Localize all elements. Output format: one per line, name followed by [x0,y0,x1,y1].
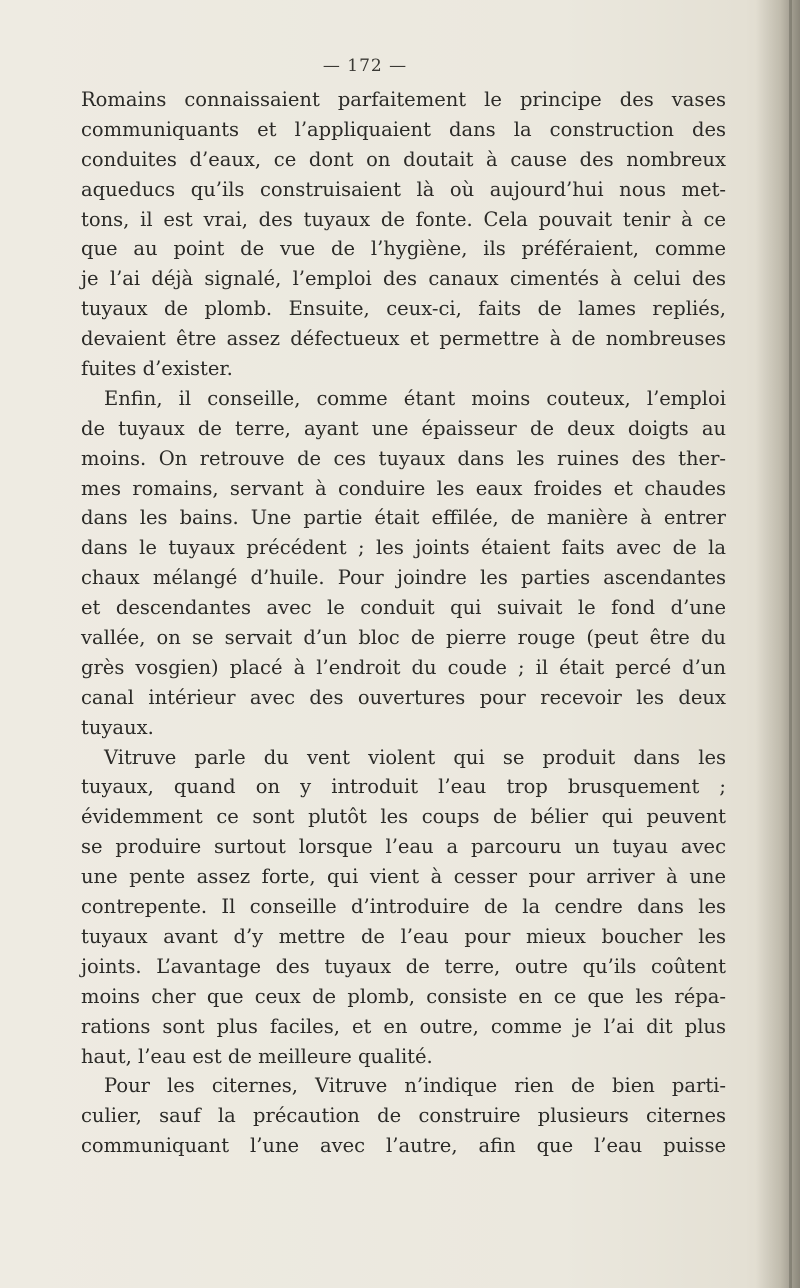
text-line: tons, il est vrai, des tuyaux de fonte. Cela pouvait tenir à ce [81,207,726,231]
text-line: tuyaux avant d’y mettre de l’eau pour mieux boucher les [81,924,726,948]
text-line: culier, sauf la précaution de construire plusieurs citernes [81,1104,726,1128]
text-line: chaux mélangé d’huile. Pour joindre les parties ascendantes [81,566,726,590]
page-edge-shadow [756,0,800,1288]
text-line: devaient être assez défectueux et permettre à de nombreuses [81,327,726,351]
text-line: et descendantes avec le conduit qui suivait le fond d’une [81,596,726,620]
text-line: communiquant l’une avec l’autre, afin que l’eau puisse [81,1134,726,1158]
text-line: canal intérieur avec des ouvertures pour recevoir les deux [81,685,726,709]
text-line: rations sont plus faciles, et en outre, comme je l’ai dit plus [81,1014,726,1038]
text-line: mes romains, servant à conduire les eaux froides et chaudes [81,476,726,500]
text-line: vallée, on se servait d’un bloc de pierre rouge (peut être du [81,626,726,650]
text-line: grès vosgien) placé à l’endroit du coude ; il était percé d’un [81,655,726,679]
text-line: je l’ai déjà signalé, l’emploi des canaux cimentés à celui des [81,267,726,291]
text-line: Romains connaissaient parfaitement le principe des vases [81,88,726,111]
text-line: tuyaux de plomb. Ensuite, ceux-ci, faits de lames repliés, [81,297,726,321]
text-line: Vitruve parle du vent violent qui se produit dans les [104,745,726,769]
page-number: — 172 — [322,56,408,76]
text-line: moins. On retrouve de ces tuyaux dans les ruines des ther- [81,446,726,470]
text-line: conduites d’eaux, ce dont on doutait à cause des nombreux [81,147,726,171]
text-line: que au point de vue de l’hygiène, ils préféraient, comme [81,237,726,261]
text-line: évidemment ce sont plutôt les coups de bélier qui peuvent [81,805,726,829]
text-line: de tuyaux de terre, ayant une épaisseur de deux doigts au [81,416,726,440]
text-line: fuites d’exister. [81,357,233,381]
text-line: aqueducs qu’ils construisaient là où aujourd’hui nous met- [81,177,726,201]
text-line: communiquants et l’appliquaient dans la construction des [81,117,726,141]
text-line: dans les bains. Une partie était effilée, de manière à entrer [81,506,726,530]
text-line: Enfin, il conseille, comme étant moins couteux, l’emploi [104,386,726,410]
text-line: une pente assez forte, qui vient à cesser pour arriver à une [81,865,726,889]
text-line: dans le tuyaux précédent ; les joints étaient faits avec de la [81,536,726,560]
text-line: tuyaux. [81,715,154,739]
text-line: contrepente. Il conseille d’introduire de la cendre dans les [81,895,726,919]
text-line: moins cher que ceux de plomb, consiste en ce que les répa- [81,984,726,1008]
text-line: se produire surtout lorsque l’eau a parcouru un tuyau avec [81,835,726,859]
text-line: haut, l’eau est de meilleure qualité. [81,1044,433,1068]
body-text [81,85,726,1161]
text-line: tuyaux, quand on y introduit l’eau trop brusquement ; [81,775,726,799]
text-line: joints. L’avantage des tuyaux de terre, outre qu’ils coûtent [81,954,726,978]
text-line: Pour les citernes, Vitruve n’indique rien de bien parti- [104,1074,726,1098]
